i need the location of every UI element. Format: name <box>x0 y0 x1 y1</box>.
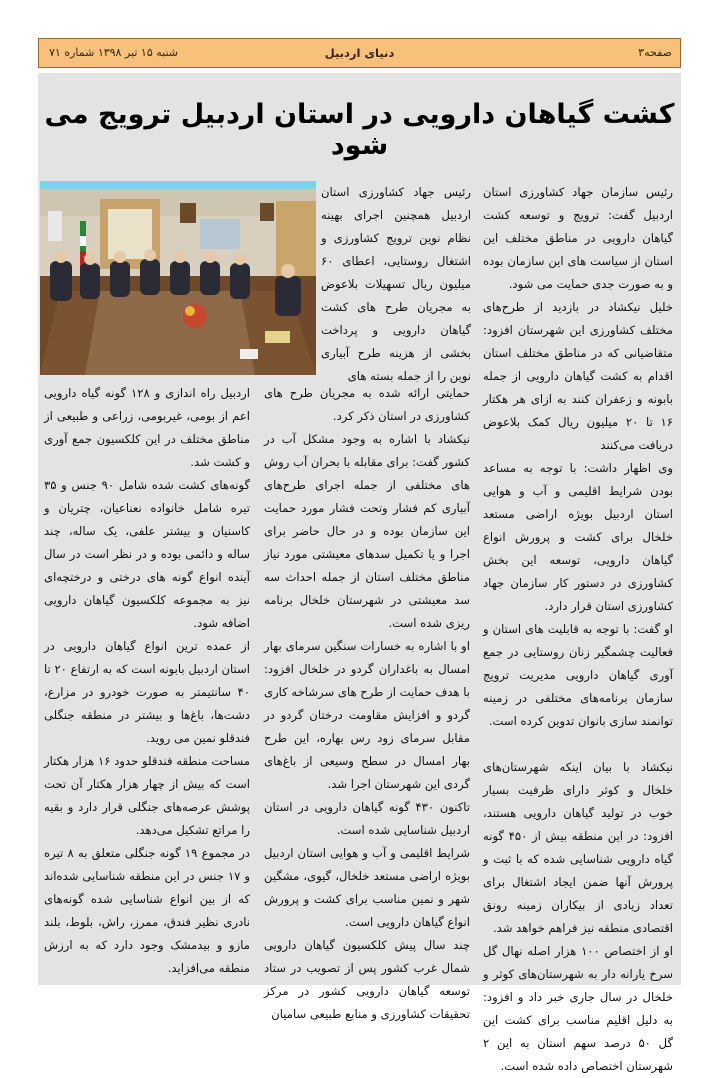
page-number: صفحه۳ <box>638 46 672 59</box>
paragraph: حمایتی ارائه شده به مجریان طرح های کشاورزی در استان ذکر کرد. <box>264 386 470 423</box>
article-area <box>38 73 681 1073</box>
newspaper-name: دنیای اردبیل <box>324 46 395 60</box>
paragraph: نیکشاد با بیان اینکه شهرستان‌های خلخال و کوثر دارای ظرفیت بسیار خوب در تولید گیاهان دارویی هستند، افزود: در این منطقه بیش از ۴۵۰ گونه گیاه دارویی شناسایی شده که با ثبت و پرورش آنها ضمن ایجاد اشتغال برای تعداد زیادی از بیکاران زمینه رونق اقتصادی منطقه نیز فراهم خواهد شد. <box>483 760 673 935</box>
paragraph: وی اظهار داشت: با توجه به مساعد بودن شرایط اقلیمی و آب و هوایی استان اردبیل بویژه اراضی مستعد خلخال برای کشت و پرورش انواع گیاهان دارویی، توسعه این بخش کشاورزی در دستور کار سازمان جهاد کشاورزی استان قرار دارد. <box>483 461 673 613</box>
paragraph: رئیس سازمان جهاد کشاورزی استان اردبیل گفت: ترویج و توسعه کشت گیاهان دارویی در مناطق مختلف این استان از سیاست های این سازمان بوده و به صورت جدی حمایت می شود. <box>483 185 673 291</box>
meeting-photo-image <box>40 181 316 375</box>
paragraph: خلیل نیکشاد در بازدید از طرح‌های مختلف کشاورزی این شهرستان افزود: متقاضیانی که در مناطق مختلف استان اقدام به کشت گیاهان دارویی از جمله بابونه و زعفران کنند به ازای هر هکتار ۱۶ تا ۲۰ میلیون ریال کمک بلاعوض دریافت می‌کنند <box>483 300 673 452</box>
paragraph: گونه‌های کشت شده شامل ۹۰ جنس و ۳۵ تیره شامل خانواده نعناعیان، چتریان و کاسنیان و بیشتر علفی، یک ساله، چند ساله و دائمی بوده و در نظر است در سال آینده انواع گونه های درختی و درختچه‌ای نیز به مجموعه کلکسیون گیاهان دارویی اضافه شود. <box>44 478 250 630</box>
paragraph: تاکنون ۴۳۰ گونه گیاهان دارویی در استان اردبیل شناسایی شده است. <box>264 800 470 837</box>
paragraph: مساحت منطقه فندقلو حدود ۱۶ هزار هکتار است که بیش از چهار هزار هکتار آن تحت پوشش عرصه‌های جنگلی قرار دارد و بقیه را مراتع تشکیل می‌دهد. <box>44 754 250 837</box>
issue-date: شنبه ۱۵ تیر ۱۳۹۸ شماره ۷۱ <box>49 46 178 59</box>
paragraph: اردبیل راه اندازی و ۱۲۸ گونه گیاه دارویی اعم از بومی، غیربومی، زراعی و طبیعی از مناطق مختلف در این کلکسیون جمع آوری و کشت شد. <box>44 386 250 469</box>
paragraph: رئیس جهاد کشاورزی استان اردبیل همچنین اجرای بهینه نظام نوین ترویج کشاورزی و اشتغال روستایی، اعطای ۶۰ میلیون ریال تسهیلات بلاعوض به مجریان طرح های کشت گیاهان دارویی و پرداخت بخشی از هزینه طرح آبیاری نوین را از جمله بسته های <box>321 185 471 383</box>
paragraph: نیکشاد با اشاره به وجود مشکل آب در کشور گفت: برای مقابله با بحران آب روش های مختلفی از جمله اجرای طرح‌های آبیاری کم فشار وتحت فشار مورد حمایت این سازمان بوده و در حال حاضر برای اجرا و یا تکمیل سدهای معیشتی مورد نیاز مناطق مختلف استان از جمله احداث سه سد معیشتی در شهرستان خلخال برنامه ریزی شده است. <box>264 432 470 630</box>
paragraph: از عمده ترین انواع گیاهان دارویی در استان اردبیل بابونه است که به ارتفاع ۲۰ تا ۴۰ سانتیمتر به صورت خودرو در مزارع، دشت‌ها، باغ‌ها و بیشتر در منطقه جنگلی فندقلو نمین می روید. <box>44 639 250 745</box>
column-right <box>483 181 673 1078</box>
column-left <box>44 382 250 980</box>
meeting-photo <box>40 181 316 375</box>
paragraph: شرایط اقلیمی و آب و هوایی استان اردبیل بویژه اراضی مستعد خلخال، گیوی، مشگین شهر و نمین مناسب برای کشت و پرورش انواع گیاهان دارویی است. <box>264 846 470 929</box>
paragraph: او گفت: با توجه به قابلیت های استان و فعالیت چشمگیر زنان روستایی در جمع آوری گیاهان دارویی مدیریت ترویج سازمان برنامه‌های مختلفی در زمینه توانمند سازی بانوان تدوین کرده است. <box>483 622 673 728</box>
paragraph: در مجموع ۱۹ گونه جنگلی متعلق به ۸ تیره و ۱۷ جنس در این منطقه شناسایی شده‌اند که از بین انواع شناسایی شده گونه‌های نادری نظیر فندق، ممرز، راش، بلوط، بلند مازو و بیدمشک وجود دارد که به ارزش منطقه می‌افزاید. <box>44 846 251 975</box>
column-middle <box>264 382 470 1026</box>
paragraph: او از اختصاص ۱۰۰ هزار اصله نهال گل سرخ یارانه دار به شهرستان‌های کوثر و خلخال در سال جاری خبر داد و افزود: به دلیل اقلیم مناسب برای کشت این گل ۵۰ درصد سهم استان به این ۲ شهرستان اختصاص داده شده است. <box>483 944 673 1073</box>
paragraph: چند سال پیش کلکسیون گیاهان دارویی شمال غرب کشور پس از تصویب در ستاد توسعه گیاهان دارویی کشور در مرکز تحقیقات کشاورزی و منابع طبیعی سامیان <box>264 938 470 1021</box>
page-header <box>38 38 681 68</box>
column-middle-top <box>321 181 471 388</box>
article-headline: کشت گیاهان دارویی در استان اردبیل ترویج می شود <box>44 99 675 161</box>
paragraph: او با اشاره به خسارات سنگین سرمای بهار امسال به باغداران گردو در خلخال افزود: با هدف حمایت از طرح های سرشاخه کاری گردو و افزایش مقاومت درختان گردو در مقابل سرمای زود رس بهاره، این طرح بهار امسال در سطح وسیعی از باغ‌های گردی این شهرستان اجرا شد. <box>264 639 470 791</box>
